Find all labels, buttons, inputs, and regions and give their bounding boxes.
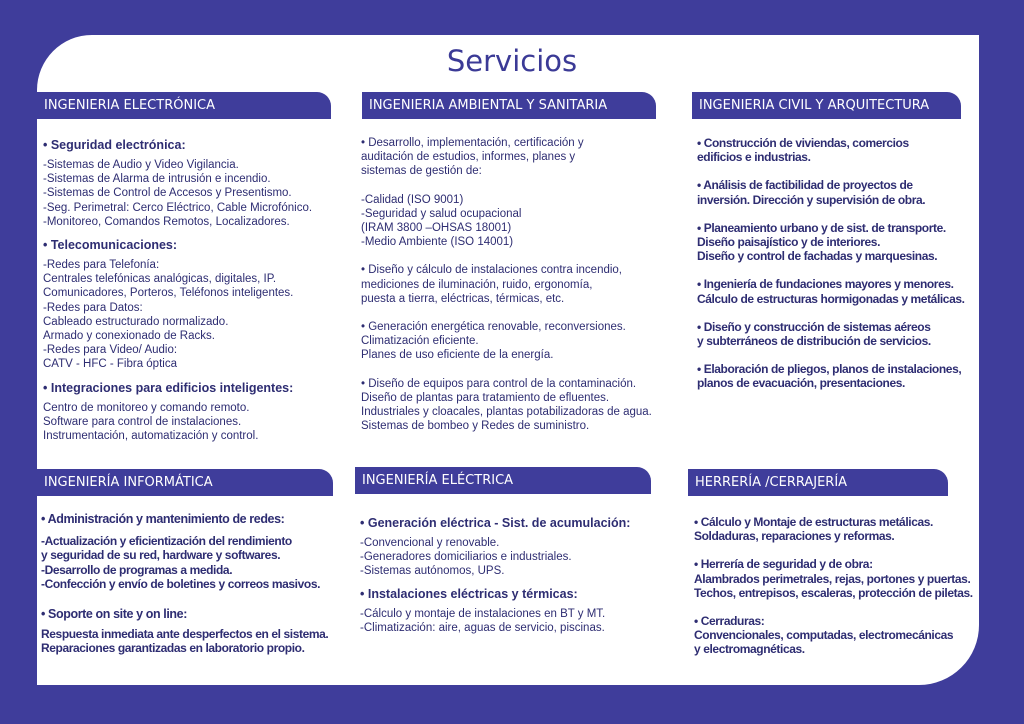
text-line: -Actualización y eficientización del rendimiento — [41, 534, 292, 549]
text-line: -Seg. Perimetral: Cerco Eléctrico, Cable Microfónico. — [43, 201, 313, 214]
text-line: -Generadores domiciliarios e industriales. — [360, 551, 572, 564]
text-line: -Redes para Datos: — [43, 301, 143, 314]
text-line: -Sistemas de Alarma de intrusión e incendio. — [43, 173, 271, 186]
text-line: • Diseño de equipos para control de la contaminación. — [361, 377, 637, 390]
text-line: Software para control de instalaciones. — [43, 415, 242, 428]
page-title: Servicios — [446, 44, 578, 78]
text-line: Sistemas de bombeo y Redes de suministro. — [361, 420, 590, 433]
subheading: • Soporte on site y on line: — [41, 607, 187, 622]
text-line: Soldaduras, reparaciones y reformas. — [694, 529, 895, 544]
text-line: -Climatización: aire, aguas de servicio, piscinas. — [360, 621, 605, 634]
text-line: Respuesta inmediata ante desperfectos en el sistema. — [41, 627, 329, 642]
text-line: -Redes para Telefonía: — [43, 259, 160, 272]
header-ingenieria-informatica: INGENIERÍA INFORMÁTICA — [37, 469, 333, 496]
text-line: • Generación energética renovable, reconversiones. — [361, 321, 626, 334]
text-line: Reparaciones garantizadas en laboratorio propio. — [41, 641, 305, 656]
text-line: Armado y conexionado de Racks. — [43, 330, 215, 343]
text-line: planos de evacuación, presentaciones. — [697, 376, 905, 391]
text-line: • Análisis de factibilidad de proyectos de — [697, 178, 913, 193]
header-ingenieria-electrica: INGENIERÍA ELÉCTRICA — [355, 467, 651, 494]
text-line: mediciones de iluminación, ruido, ergonomía, — [361, 278, 593, 291]
text-line: Cableado estructurado normalizado. — [43, 315, 229, 328]
text-line: Climatización eficiente. — [361, 335, 479, 348]
text-line: inversión. Dirección y supervisión de obra. — [697, 192, 926, 207]
section-electrica — [360, 514, 630, 635]
text-line: -Desarrollo de programas a medida. — [41, 562, 233, 577]
text-line: Diseño paisajístico y de interiores. — [697, 235, 881, 250]
text-line: sistemas de gestión de: — [361, 165, 482, 178]
header-ingenieria-civil: INGENIERIA CIVIL Y ARQUITECTURA — [692, 92, 961, 119]
text-line: -Convencional y renovable. — [360, 537, 500, 549]
text-line: Comunicadores, Porteros, Teléfonos inteligentes. — [43, 287, 294, 300]
subheading: • Seguridad electrónica: — [43, 138, 186, 152]
section-herreria — [694, 515, 973, 657]
text-line: -Sistemas de Audio y Video Vigilancia. — [43, 159, 239, 171]
subheading: • Administración y mantenimiento de redes: — [41, 512, 285, 526]
section-ambiental — [361, 136, 652, 433]
text-line: y seguridad de su red, hardware y softwares. — [41, 548, 281, 563]
text-line: edificios e industrias. — [697, 150, 811, 165]
text-line: • Construcción de viviendas, comercios — [697, 136, 909, 150]
text-line: -Medio Ambiente (ISO 14001) — [361, 236, 514, 249]
text-line: Centrales telefónicas analógicas, digitales, IP. — [43, 273, 277, 286]
text-line: • Ingeniería de fundaciones mayores y menores. — [697, 277, 954, 292]
text-line: Diseño y control de fachadas y marquesinas. — [697, 249, 938, 264]
text-line: -Confección y envío de boletines y correos masivos. — [41, 576, 321, 591]
section-electronica — [43, 122, 312, 443]
text-line: • Desarrollo, implementación, certificación y — [361, 137, 584, 149]
text-line: • Cerraduras: — [694, 614, 765, 629]
text-line: Diseño de plantas para tratamiento de efluentes. — [361, 391, 610, 404]
text-line: -Redes para Video/ Audio: — [43, 344, 178, 357]
text-line: -Monitoreo, Comandos Remotos, Localizadores. — [43, 215, 290, 228]
text-line: -Cálculo y montaje de instalaciones en BT y MT. — [360, 607, 606, 620]
text-line: • Diseño y construcción de sistemas aéreos — [697, 319, 931, 334]
text-line: Centro de monitoreo y comando remoto. — [43, 401, 250, 414]
text-line: • Cálculo y Montaje de estructuras metálicas. — [694, 515, 933, 529]
header-herreria-cerrajeria: HERRERÍA /CERRAJERÍA — [688, 469, 948, 496]
text-line: y electromagnéticas. — [694, 642, 805, 657]
text-line: Industriales y cloacales, plantas potabilizadoras de agua. — [361, 406, 652, 419]
text-line: Alambrados perimetrales, rejas, portones y puertas. — [694, 571, 971, 586]
header-ingenieria-electronica: INGENIERIA ELECTRÓNICA — [37, 92, 331, 119]
text-line: Techos, entrepisos, escaleras, protección de piletas. — [694, 585, 973, 600]
subheading: • Integraciones para edificios inteligentes: — [43, 380, 294, 395]
text-line: -Seguridad y salud ocupacional — [361, 207, 522, 220]
text-line: auditación de estudios, informes, planes y — [361, 151, 576, 164]
text-line: • Herrería de seguridad y de obra: — [694, 557, 873, 572]
subheading: • Generación eléctrica - Sist. de acumulación: — [360, 516, 631, 530]
text-line: -Sistemas de Control de Accesos y Presentismo. — [43, 187, 292, 200]
text-line: -Sistemas autónomos, UPS. — [360, 565, 505, 578]
text-line: • Elaboración de pliegos, planos de instalaciones, — [697, 362, 962, 377]
subheading: • Telecomunicaciones: — [43, 238, 178, 253]
section-civil — [697, 136, 965, 391]
header-ingenieria-ambiental: INGENIERIA AMBIENTAL Y SANITARIA — [362, 92, 656, 119]
text-line: • Planeamiento urbano y de sist. de transporte. — [697, 220, 946, 235]
text-line: puesta a tierra, eléctricas, térmicas, etc. — [361, 292, 565, 305]
text-line: -Calidad (ISO 9001) — [361, 193, 464, 206]
text-line: • Diseño y cálculo de instalaciones contra incendio, — [361, 264, 623, 277]
text-line: y subterráneos de distribución de servicios. — [697, 334, 931, 349]
text-line: Convencionales, computadas, electromecánicas — [694, 628, 954, 643]
section-informatica — [41, 512, 328, 656]
text-line: (IRAM 3800 –OHSAS 18001) — [361, 222, 512, 235]
text-line: CATV - HFC - Fibra óptica — [43, 358, 177, 371]
text-line: Planes de uso eficiente de la energía. — [361, 349, 554, 362]
text-line: Instrumentación, automatización y control. — [43, 430, 259, 443]
text-line: Cálculo de estructuras hormigonadas y metálicas. — [697, 291, 965, 306]
subheading: • Instalaciones eléctricas y térmicas: — [360, 586, 578, 601]
